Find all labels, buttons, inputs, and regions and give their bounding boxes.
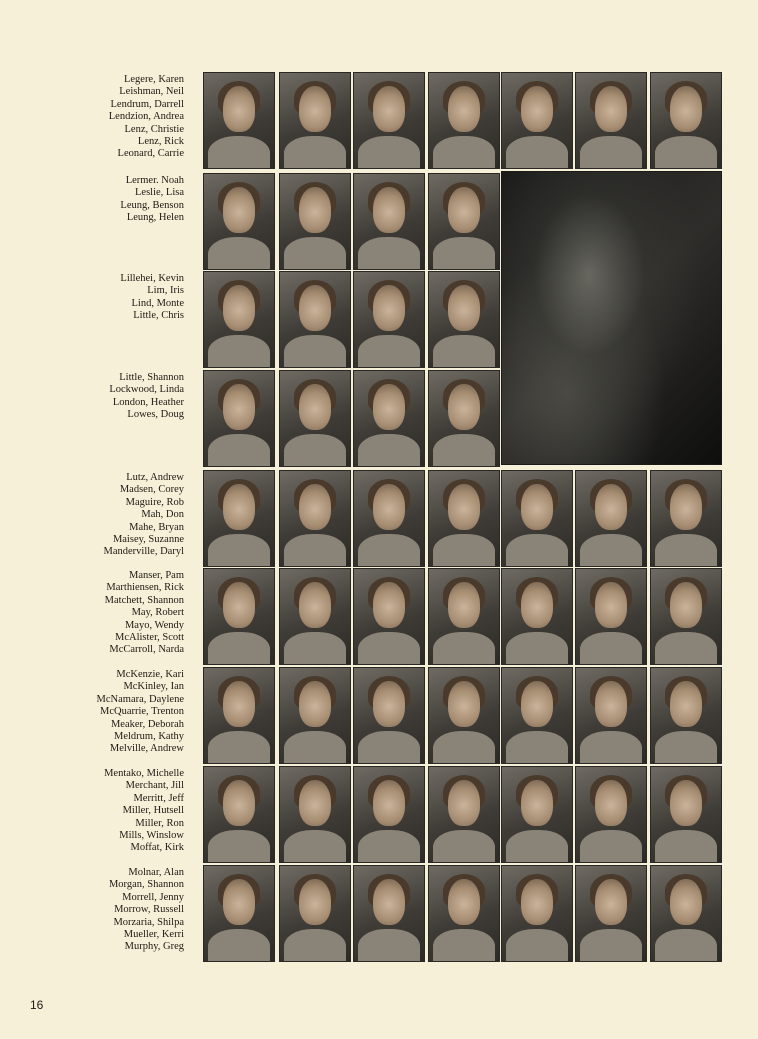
name-list xyxy=(20,472,184,559)
student-name: Maguire, Rob xyxy=(125,496,184,508)
student-name: Leung, Helen xyxy=(126,212,184,224)
student-name: McKenzie, Kari xyxy=(116,669,184,680)
student-photo xyxy=(501,865,573,962)
student-photo xyxy=(353,271,425,368)
student-name: Miller, Ron xyxy=(135,817,184,829)
student-photo xyxy=(501,766,573,863)
student-name: Lenz, Rick xyxy=(137,136,184,148)
student-photo xyxy=(575,72,647,169)
student-photo xyxy=(353,667,425,764)
student-name: Legere, Karen xyxy=(123,74,184,85)
student-photo xyxy=(501,667,573,764)
student-photo xyxy=(428,271,500,368)
name-list xyxy=(20,669,184,756)
student-name: Lockwood, Linda xyxy=(109,384,184,396)
student-name: Lermer. Noah xyxy=(125,175,184,186)
student-name: Melville, Andrew xyxy=(109,743,184,755)
student-name: Mueller, Kerri xyxy=(123,929,184,941)
student-photo xyxy=(203,568,275,665)
student-photo xyxy=(353,173,425,270)
student-name: Leishman, Neil xyxy=(119,86,184,98)
student-name: Little, Chris xyxy=(133,310,184,322)
student-photo xyxy=(279,271,351,368)
student-name: Morrell, Jenny xyxy=(122,891,184,903)
name-list xyxy=(20,768,184,855)
student-photo xyxy=(353,568,425,665)
student-photo xyxy=(428,72,500,169)
student-photo xyxy=(203,173,275,270)
student-photo xyxy=(279,568,351,665)
student-photo xyxy=(501,72,573,169)
student-photo xyxy=(428,865,500,962)
student-name: McQuarrie, Trenton xyxy=(100,706,184,718)
student-photo xyxy=(428,470,500,567)
student-photo xyxy=(203,470,275,567)
student-name: Moffat, Kirk xyxy=(130,842,184,854)
student-name: Mentako, Michelle xyxy=(104,768,184,779)
student-name: Merchant, Jill xyxy=(125,780,184,792)
student-name: Lillehei, Kevin xyxy=(120,273,184,284)
student-photo xyxy=(428,667,500,764)
student-name: Maisey, Suzanne xyxy=(112,534,184,546)
student-photo xyxy=(279,865,351,962)
student-photo xyxy=(279,470,351,567)
student-photo xyxy=(203,865,275,962)
student-name: Madsen, Corey xyxy=(119,484,184,496)
student-name: Molnar, Alan xyxy=(128,867,184,878)
student-photo xyxy=(650,568,722,665)
student-name: Meaker, Deborah xyxy=(110,718,184,730)
student-name: Morzaria, Shilpa xyxy=(113,916,184,928)
student-photo xyxy=(353,865,425,962)
feature-photo xyxy=(501,171,722,465)
student-name: McAlister, Scott xyxy=(115,632,184,644)
student-name: McNamara, Daylene xyxy=(96,693,184,705)
student-photo xyxy=(575,667,647,764)
student-photo xyxy=(353,470,425,567)
name-list xyxy=(20,175,184,225)
student-name: McCarroll, Narda xyxy=(109,644,184,656)
student-name: Manser, Pam xyxy=(129,570,184,581)
student-name: Morgan, Shannon xyxy=(108,879,184,891)
student-name: Mills, Winslow xyxy=(119,830,184,842)
student-photo xyxy=(428,766,500,863)
student-photo xyxy=(428,568,500,665)
student-photo xyxy=(203,271,275,368)
student-name: May, Robert xyxy=(131,607,184,619)
student-name: London, Heather xyxy=(112,396,184,408)
student-name: Murphy, Greg xyxy=(124,941,184,953)
student-name: Lowes, Doug xyxy=(127,409,184,421)
student-photo xyxy=(203,667,275,764)
student-name: Mahe, Bryan xyxy=(129,521,184,533)
page-number: 16 xyxy=(30,998,44,1012)
student-name: McKinley, Ian xyxy=(123,681,184,693)
student-name: Lendzion, Andrea xyxy=(108,111,184,123)
name-list xyxy=(20,570,184,657)
student-name: Mah, Don xyxy=(141,509,184,521)
student-name: Lenz, Christie xyxy=(124,123,184,135)
student-name: Merritt, Jeff xyxy=(133,792,184,804)
student-photo xyxy=(501,470,573,567)
name-list xyxy=(20,273,184,323)
student-name: Marthiensen, Rick xyxy=(106,582,184,594)
student-photo xyxy=(650,72,722,169)
student-name: Lutz, Andrew xyxy=(126,472,184,483)
student-name: Lendrum, Darrell xyxy=(110,98,184,110)
student-photo xyxy=(650,667,722,764)
student-photo xyxy=(203,72,275,169)
student-photo xyxy=(575,470,647,567)
student-photo xyxy=(428,370,500,467)
student-name: Leslie, Lisa xyxy=(135,187,184,199)
student-name: Manderville, Daryl xyxy=(103,546,184,558)
student-name: Lim, Iris xyxy=(147,285,184,297)
name-list xyxy=(20,74,184,161)
student-photo xyxy=(650,766,722,863)
student-name: Leung, Benson xyxy=(120,199,184,211)
student-name: Mayo, Wendy xyxy=(124,619,184,631)
student-photo xyxy=(650,470,722,567)
name-list xyxy=(20,867,184,954)
student-photo xyxy=(575,568,647,665)
student-photo xyxy=(203,370,275,467)
student-photo xyxy=(279,72,351,169)
student-name: Morrow, Russell xyxy=(114,904,184,916)
student-photo xyxy=(279,766,351,863)
student-name: Leonard, Carrie xyxy=(117,148,184,160)
student-name: Lind, Monte xyxy=(131,297,184,309)
student-photo xyxy=(575,865,647,962)
student-photo xyxy=(353,370,425,467)
name-list xyxy=(20,372,184,422)
student-name: Little, Shannon xyxy=(119,372,184,383)
student-photo xyxy=(203,766,275,863)
student-photo xyxy=(279,370,351,467)
student-name: Matchett, Shannon xyxy=(104,594,184,606)
student-photo xyxy=(353,766,425,863)
student-photo xyxy=(353,72,425,169)
student-name: Meldrum, Kathy xyxy=(114,731,184,743)
student-name: Miller, Hutsell xyxy=(122,805,184,817)
student-photo xyxy=(501,568,573,665)
student-photo xyxy=(279,173,351,270)
student-photo xyxy=(650,865,722,962)
student-photo xyxy=(428,173,500,270)
student-photo xyxy=(575,766,647,863)
student-photo xyxy=(279,667,351,764)
